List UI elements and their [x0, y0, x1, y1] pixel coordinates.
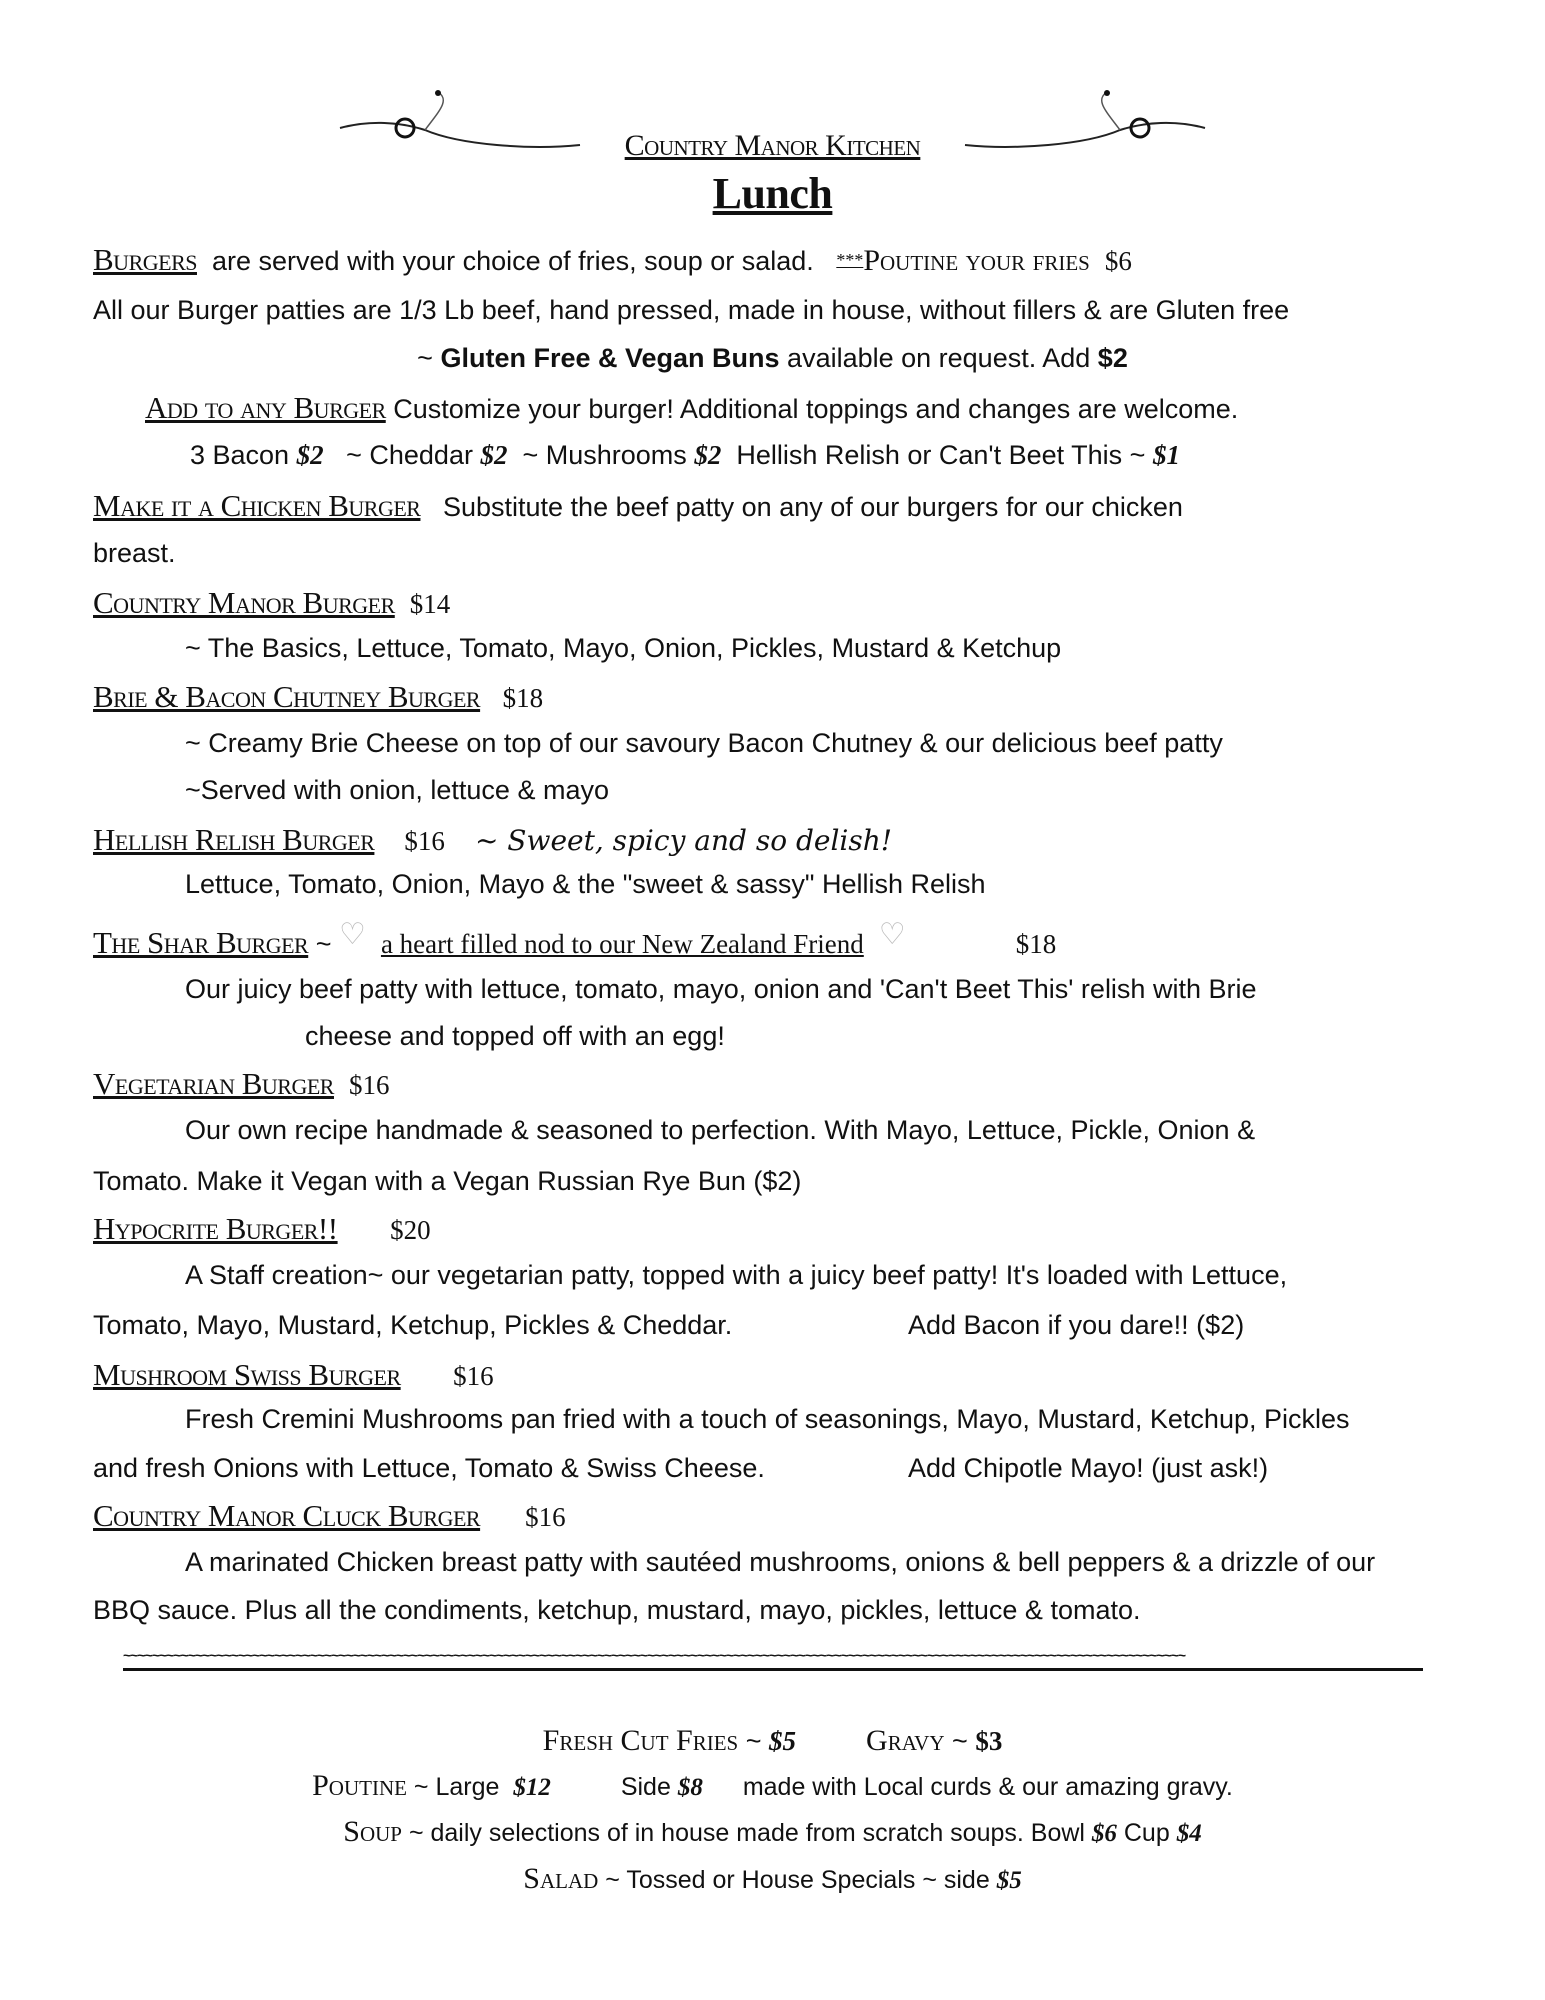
- burgers-intro: Burgers are served with your choice of fries, soup or salad. ***Poutine your fries $6: [93, 242, 1132, 277]
- menu-item-title: Brie & Bacon Chutney Burger $18: [93, 679, 544, 714]
- heart-icon: ♡: [878, 918, 906, 951]
- page-title: Lunch: [712, 169, 833, 218]
- menu-item-desc: Tomato, Mayo, Mustard, Ketchup, Pickles & Cheddar.: [93, 1310, 733, 1340]
- menu-item-desc: Tomato. Make it Vegan with a Vegan Russian Rye Bun ($2): [93, 1166, 802, 1196]
- salad-line: Salad ~ Tossed or House Specials ~ side $5: [523, 1862, 1022, 1895]
- menu-item-desc: Add Chipotle Mayo! (just ask!): [908, 1453, 1269, 1483]
- chicken-option-cont: breast.: [93, 538, 176, 568]
- menu-item-desc: ~ Creamy Brie Cheese on top of our savoury Bacon Chutney & our delicious beef patty: [185, 728, 1223, 758]
- tilde-divider: ~~~~~~~~~~~~~~~~~~~~~~~~~~~~~~~~~~~~~~~~~~~~~~~~~~~~~~~~~~~~~~~~~~~~~~~~~~~~~~~~~~~~~~~~~~~~~~~~~~~~~~~~~~~~~~~~~~~~~~~~~~~~~~~~~~~~~~~~~~~~~~~~~~~~: [123, 1648, 1186, 1662]
- menu-item-title: Mushroom Swiss Burger $16: [93, 1357, 494, 1392]
- buns-note: ~ Gluten Free & Vegan Buns available on request. Add $2: [417, 343, 1128, 373]
- menu-item-title: Hypocrite Burger!! $20: [93, 1211, 431, 1246]
- heart-icon: ♡: [339, 918, 366, 951]
- restaurant-name: Country Manor Kitchen: [624, 129, 921, 162]
- menu-item-title: Hellish Relish Burger $16 ~ Sweet, spicy and so delish!: [93, 822, 893, 857]
- fries-gravy: Fresh Cut Fries ~ $5 Gravy ~ $3: [542, 1724, 1003, 1757]
- poutine-line: Poutine ~ Large $12 Side $8 made with Local curds & our amazing gravy.: [312, 1769, 1233, 1802]
- menu-item-desc: A marinated Chicken breast patty with sautéed mushrooms, onions & bell peppers & a drizzle of our: [185, 1547, 1376, 1577]
- menu-item-desc: and fresh Onions with Lettuce, Tomato & Swiss Cheese.: [93, 1453, 765, 1483]
- soup-line: Soup ~ daily selections of in house made from scratch soups. Bowl $6 Cup $4: [343, 1815, 1202, 1848]
- menu-item-desc: ~ The Basics, Lettuce, Tomato, Mayo, Onion, Pickles, Mustard & Ketchup: [185, 633, 1062, 663]
- menu-item-desc: Fresh Cremini Mushrooms pan fried with a touch of seasonings, Mayo, Mustard, Ketchup, Pickles: [185, 1404, 1350, 1434]
- menu-item-desc: Add Bacon if you dare!! ($2): [908, 1310, 1245, 1340]
- menu-item-title: The Shar Burger ~ ♡ a heart filled nod to our New Zealand Friend ♡ $18: [93, 918, 1057, 960]
- add-to-burger: Add to any Burger Customize your burger! Additional toppings and changes are welcome.: [145, 390, 1239, 425]
- menu-item-title: Country Manor Cluck Burger $16: [93, 1498, 566, 1533]
- menu-item-desc: cheese and topped off with an egg!: [305, 1021, 725, 1051]
- menu-item-desc: ~Served with onion, lettuce & mayo: [185, 775, 609, 805]
- menu-item-desc: Our own recipe handmade & seasoned to perfection. With Mayo, Lettuce, Pickle, Onion &: [185, 1115, 1256, 1145]
- menu-item-title: Vegetarian Burger $16: [93, 1066, 390, 1101]
- menu-item-desc: Our juicy beef patty with lettuce, tomato, mayo, onion and 'Can't Beet This' relish with Brie: [185, 974, 1257, 1004]
- menu-item-title: Country Manor Burger $14: [93, 585, 451, 620]
- addons-list: 3 Bacon $2 ~ Cheddar $2 ~ Mushrooms $2 Hellish Relish or Can't Beet This ~ $1: [190, 440, 1180, 470]
- menu-item-desc: BBQ sauce. Plus all the condiments, ketchup, mustard, mayo, pickles, lettuce & tomato.: [93, 1595, 1141, 1625]
- divider-line: [123, 1668, 1423, 1671]
- chicken-option: Make it a Chicken Burger Substitute the beef patty on any of our burgers for our chicken: [93, 488, 1183, 523]
- patties-note: All our Burger patties are 1/3 Lb beef, hand pressed, made in house, without fillers & are Gluten free: [93, 295, 1290, 325]
- menu-item-desc: A Staff creation~ our vegetarian patty, topped with a juicy beef patty! It's loaded with Lettuce,: [185, 1260, 1288, 1290]
- menu-item-desc: Lettuce, Tomato, Onion, Mayo & the "sweet & sassy" Hellish Relish: [185, 869, 986, 899]
